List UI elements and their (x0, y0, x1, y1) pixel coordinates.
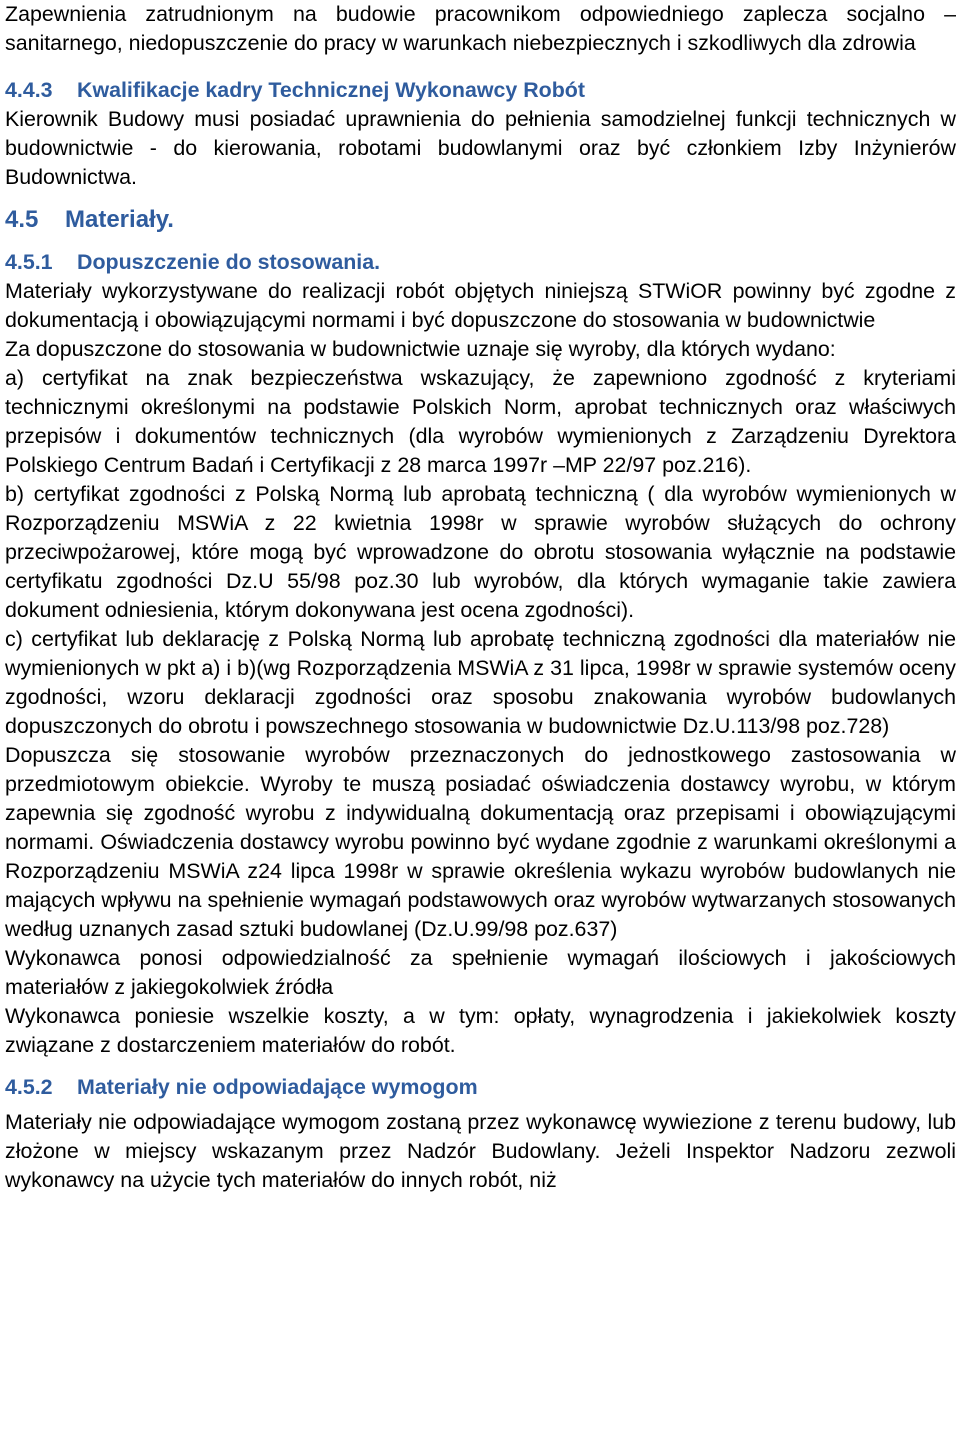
paragraph-contractor-costs: Wykonawca poniesie wszelkie koszty, a w tym: opłaty, wynagrodzenia i jakiekolwiek koszty związane z dostarczeniem materiałów do robót. (5, 1004, 956, 1057)
paragraph-welfare-facilities: Zapewnienia zatrudnionym na budowie pracownikom odpowiedniego zaplecza socjalno – sanitarnego, niedopuszczenie do pracy w warunkach niebezpiecznych i szkodliwych dla zdrowia (5, 2, 956, 55)
paragraph-site-manager: Kierownik Budowy musi posiadać uprawnienia do pełnienia samodzielnej funkcji technicznych w budownictwie - do kierowania, robotami budowlanymi oraz być członkiem Izby Inżynierów Budownictwa. (5, 107, 956, 189)
paragraph-nonconforming-materials: Materiały nie odpowiadające wymogom zostaną przez wykonawcę wywiezione z terenu budowy, lub złożone w miejscy wskazanym przez Nadzór Budowlany. Jeżeli Inspektor Nadzoru zezwoli wykonawcy na użycie tych materiałów do innych robót, niż (5, 1110, 956, 1192)
paragraph-materials-compliance: Materiały wykorzystywane do realizacji robót objętych niniejszą STWiOR powinny być zgodne z dokumentacją i obowiązującymi normami i być dopuszczone do stosowania w budownictwie (5, 279, 956, 332)
heading-4-4-3 (5, 76, 956, 105)
list-item-b-conformity-certificate: b) certyfikat zgodności z Polską Normą lub aprobatą techniczną ( dla wyrobów wymienionych w Rozporządzeniu MSWiA z 22 kwietnia 1998r w sprawie wyrobów służących do ochrony przeciwpożarowej, które mogą być wprowadzone do obrotu stosowania wyłącznie na podstawie certyfikatu zgodności Dz.U 55/98 poz.30 lub wyrobów, dla których wymaganie takie zawiera dokument odniesienia, którym dokonywana jest ocena zgodności). (5, 482, 956, 622)
heading-title: Dopuszczenie do stosowania. (77, 250, 381, 274)
paragraph-contractor-responsibility: Wykonawca ponosi odpowiedzialność za spełnienie wymagań ilościowych i jakościowych materiałów z jakiegokolwiek źródła (5, 946, 956, 999)
heading-title: Kwalifikacje kadry Technicznej Wykonawcy Robót (77, 78, 585, 102)
heading-number: 4.5 (5, 206, 39, 233)
heading-title: Materiały nie odpowiadające wymogom (77, 1075, 478, 1099)
heading-4-5-1 (5, 248, 956, 277)
list-item-a-safety-certificate: a) certyfikat na znak bezpieczeństwa wskazujący, że zapewniono zgodność z kryteriami technicznymi określonymi na podstawie Polskich Norm, aprobat technicznych oraz właściwych przepisów i dokumentów technicznych (dla wyrobów wymienionych z Zarządzeniu Dyrektora Polskiego Centrum Badań i Certyfikacji z 28 marca 1997r –MP 22/97 poz.216). (5, 366, 956, 477)
heading-number: 4.4.3 (5, 78, 53, 102)
heading-4-5 (5, 205, 956, 235)
list-item-c-declaration: c) certyfikat lub deklarację z Polską Normą lub aprobatę techniczną zgodności dla materiałów nie wymienionych w pkt a) i b)(wg Rozporządzenia MSWiA z 31 lipca, 1998r w sprawie systemów oceny zgodności, wzoru deklaracji zgodności oraz sposobu znakowania wyrobów budowlanych dopuszczonych do obrotu i powszechnego stosowania w budownictwie Dz.U.113/98 poz.728) (5, 627, 956, 738)
heading-number: 4.5.2 (5, 1075, 53, 1099)
heading-4-5-2 (5, 1073, 956, 1102)
heading-number: 4.5.1 (5, 250, 53, 274)
heading-title: Materiały. (65, 206, 174, 233)
paragraph-approved-products: Za dopuszczone do stosowania w budownictwie uznaje się wyroby, dla których wydano: (5, 337, 836, 361)
paragraph-single-use-products: Dopuszcza się stosowanie wyrobów przeznaczonych do jednostkowego zastosowania w przedmiotowym obiekcie. Wyroby te muszą posiadać oświadczenia dostawcy wyrobu, w którym zapewnia się zgodność wyrobu z indywidualną dokumentacją oraz przepisami i obowiązującymi normami. Oświadczenia dostawcy wyrobu powinno być wydane zgodnie z warunkami określonymi a Rozporządzeniu MSWiA z24 lipca 1998r w sprawie określenia wykazu wyrobów budowlanych nie mających wpływu na spełnienie wymagań podstawowych oraz wyrobów wytwarzanych stosowanych według uznanych zasad sztuki budowlanej (Dz.U.99/98 poz.637) (5, 743, 956, 941)
